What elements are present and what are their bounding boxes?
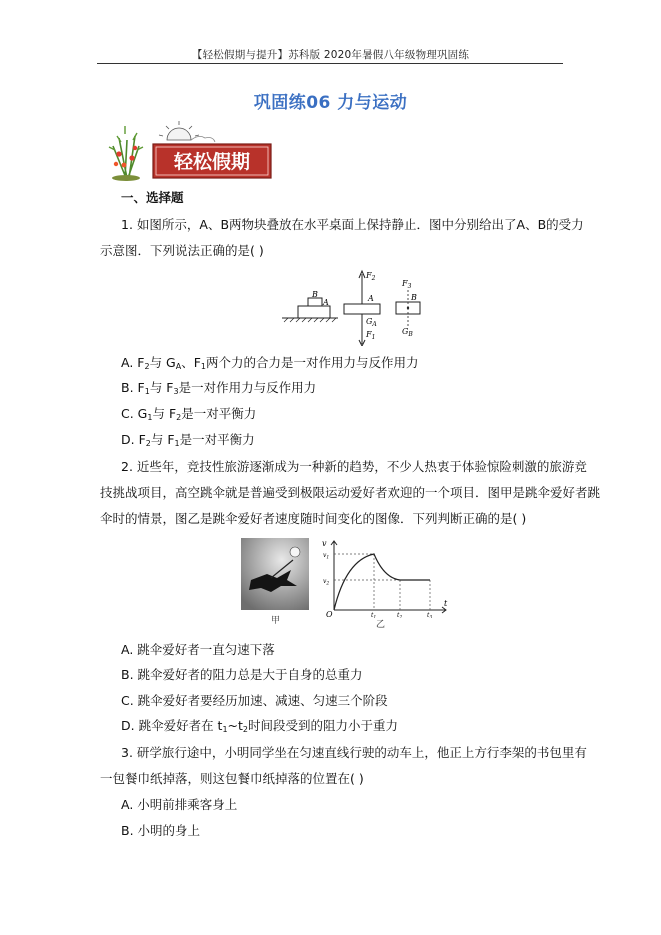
q2-option-c: C. 跳伞爱好者要经历加速、减速、匀速三个阶段 (121, 693, 388, 708)
q2-option-a: A. 跳伞爱好者一直匀速下落 (121, 642, 275, 657)
page-title: 巩固练06 力与运动 (253, 93, 408, 113)
svg-text:t1: $t_1$ (371, 612, 377, 618)
svg-text:F2: $F_2$ (366, 271, 376, 282)
svg-text:v1: $v_1$ (323, 552, 330, 561)
svg-text:t3: $t_3$ (427, 612, 433, 618)
q2-option-b: B. 跳伞爱好者的阻力总是大于自身的总重力 (121, 667, 363, 682)
banner-text: 轻松假期 (173, 151, 251, 173)
svg-text:v2: $v_2$ (323, 578, 330, 587)
svg-text:A: A (323, 298, 329, 307)
q2-stem-line3: 伞时的情景，图乙是跳伞爱好者速度随时间变化的图像．下列判断正确的是( ) (100, 511, 527, 526)
q1-option-d: D. $F_2$与 $F_1$是一对平衡力 (121, 432, 255, 448)
fig-a-caption: 甲 (271, 616, 281, 626)
holiday-banner (105, 120, 275, 182)
svg-text:B: B (312, 290, 318, 299)
q3-stem-line1: 3. 研学旅行途中，小明同学坐在匀速直线行驶的动车上，他正上方行李架的书包里有 (121, 745, 587, 760)
flower-plant-icon (109, 126, 143, 181)
q2-stem-line1: 2. 近些年，竞技性旅游逐渐成为一种新的趋势，不少人热衷于体验惊险刺激的旅游竞 (121, 459, 587, 474)
origin-label: O (326, 610, 333, 618)
v-axis-label: v (322, 539, 327, 548)
svg-text:GA: $G_A$ (366, 317, 377, 328)
q3-option-b: B. 小明的身上 (121, 823, 201, 838)
svg-text:t2: $t_2$ (397, 612, 403, 618)
block-b-force-diagram (396, 279, 420, 338)
svg-text:F1: $F_1$ (366, 330, 376, 341)
sun-icon (159, 121, 215, 142)
q1-option-a: A. $F_2$与 $G_A$、$F_1$两个力的合力是一对作用力与反作用力 (121, 355, 419, 371)
q1-option-c: C. $G_1$与 $F_2$是一对平衡力 (121, 406, 257, 422)
section-heading: 一、选择题 (121, 190, 184, 205)
q3-stem-line2: 一包餐巾纸掉落，则这包餐巾纸掉落的位置在( ) (100, 771, 364, 786)
header-rule (97, 63, 563, 64)
banner-sign (153, 144, 271, 178)
svg-text:GB: $G_B$ (402, 327, 413, 338)
svg-text:B: B (411, 293, 417, 302)
q1-force-diagram (280, 266, 440, 346)
t-axis-label: t (444, 599, 448, 608)
fig-b-caption: 乙 (376, 620, 386, 630)
svg-text:F3: $F_3$ (402, 279, 412, 290)
running-header: 【轻松假期与提升】苏科版 2020年暑假八年级物理巩固练 (191, 49, 470, 61)
block-a-force-diagram (344, 271, 380, 346)
q2-option-d: D. 跳伞爱好者在 $t_1\sim t_2$时间段受到的阻力小于重力 (121, 718, 399, 734)
q1-stem-line1: 1. 如图所示，A、B两物块叠放在水平桌面上保持静止．图中分别给出了A、B的受力 (121, 217, 584, 232)
stacked-blocks-figure (282, 290, 338, 322)
velocity-time-graph (318, 538, 450, 618)
q1-stem-line2: 示意图．下列说法正确的是( ) (100, 243, 264, 258)
q3-option-a: A. 小明前排乘客身上 (121, 797, 238, 812)
q1-option-b: B. $F_1$与 $F_3$是一对作用力与反作用力 (121, 380, 317, 396)
skydiver-photo (241, 538, 309, 610)
svg-text:A: A (368, 294, 374, 303)
q2-stem-line2: 技挑战项目，高空跳伞就是普遍受到极限运动爱好者欢迎的一个项目．图甲是跳伞爱好者跳 (100, 485, 601, 500)
